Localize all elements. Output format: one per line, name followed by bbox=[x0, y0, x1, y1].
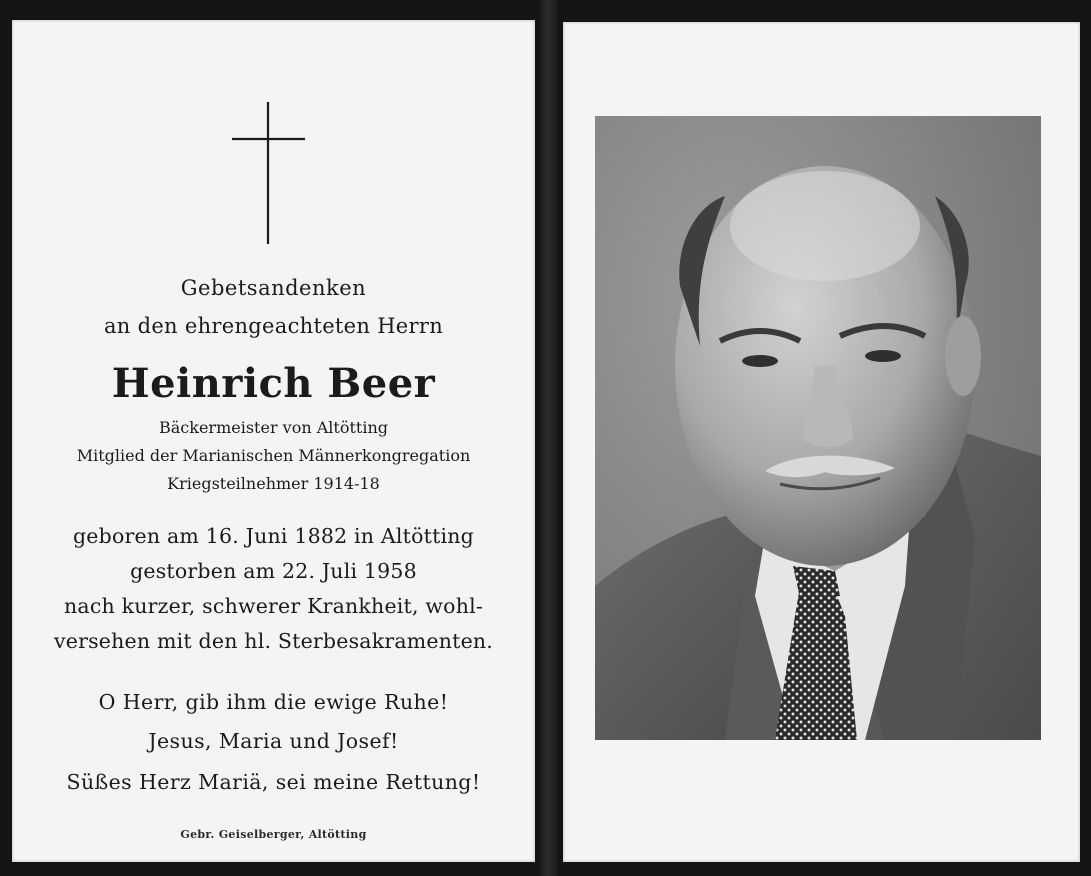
illness-line: nach kurzer, schwerer Krankheit, wohl- bbox=[64, 594, 483, 618]
prayer-line-2: Jesus, Maria und Josef! bbox=[148, 729, 399, 753]
portrait-photo bbox=[595, 116, 1041, 740]
birth-line: geboren am 16. Juni 1882 in Altötting bbox=[72, 524, 475, 548]
card-fold bbox=[540, 0, 558, 876]
sacraments-line: versehen mit den hl. Sterbesakramenten. bbox=[53, 629, 494, 653]
text-card bbox=[12, 20, 535, 862]
cross-icon bbox=[12, 20, 535, 250]
death-line: gestorben am 22. Juli 1958 bbox=[130, 559, 417, 583]
occupation-line: Bäckermeister von Altötting bbox=[159, 418, 388, 437]
prayer-line-3: Süßes Herz Mariä, sei meine Rettung! bbox=[66, 770, 481, 794]
deceased-name: Heinrich Beer bbox=[111, 360, 436, 407]
membership-line: Mitglied der Marianischen Männerkongregation bbox=[76, 446, 471, 465]
portrait-illustration bbox=[595, 116, 1041, 740]
dedication-line: an den ehrengeachteten Herrn bbox=[103, 314, 444, 338]
veteran-line: Kriegsteilnehmer 1914-18 bbox=[167, 474, 380, 493]
prayer-line-1: O Herr, gib ihm die ewige Ruhe! bbox=[98, 690, 449, 714]
printer-credit: Gebr. Geiselberger, Altötting bbox=[180, 828, 367, 841]
memorial-heading: Gebetsandenken bbox=[180, 276, 367, 300]
